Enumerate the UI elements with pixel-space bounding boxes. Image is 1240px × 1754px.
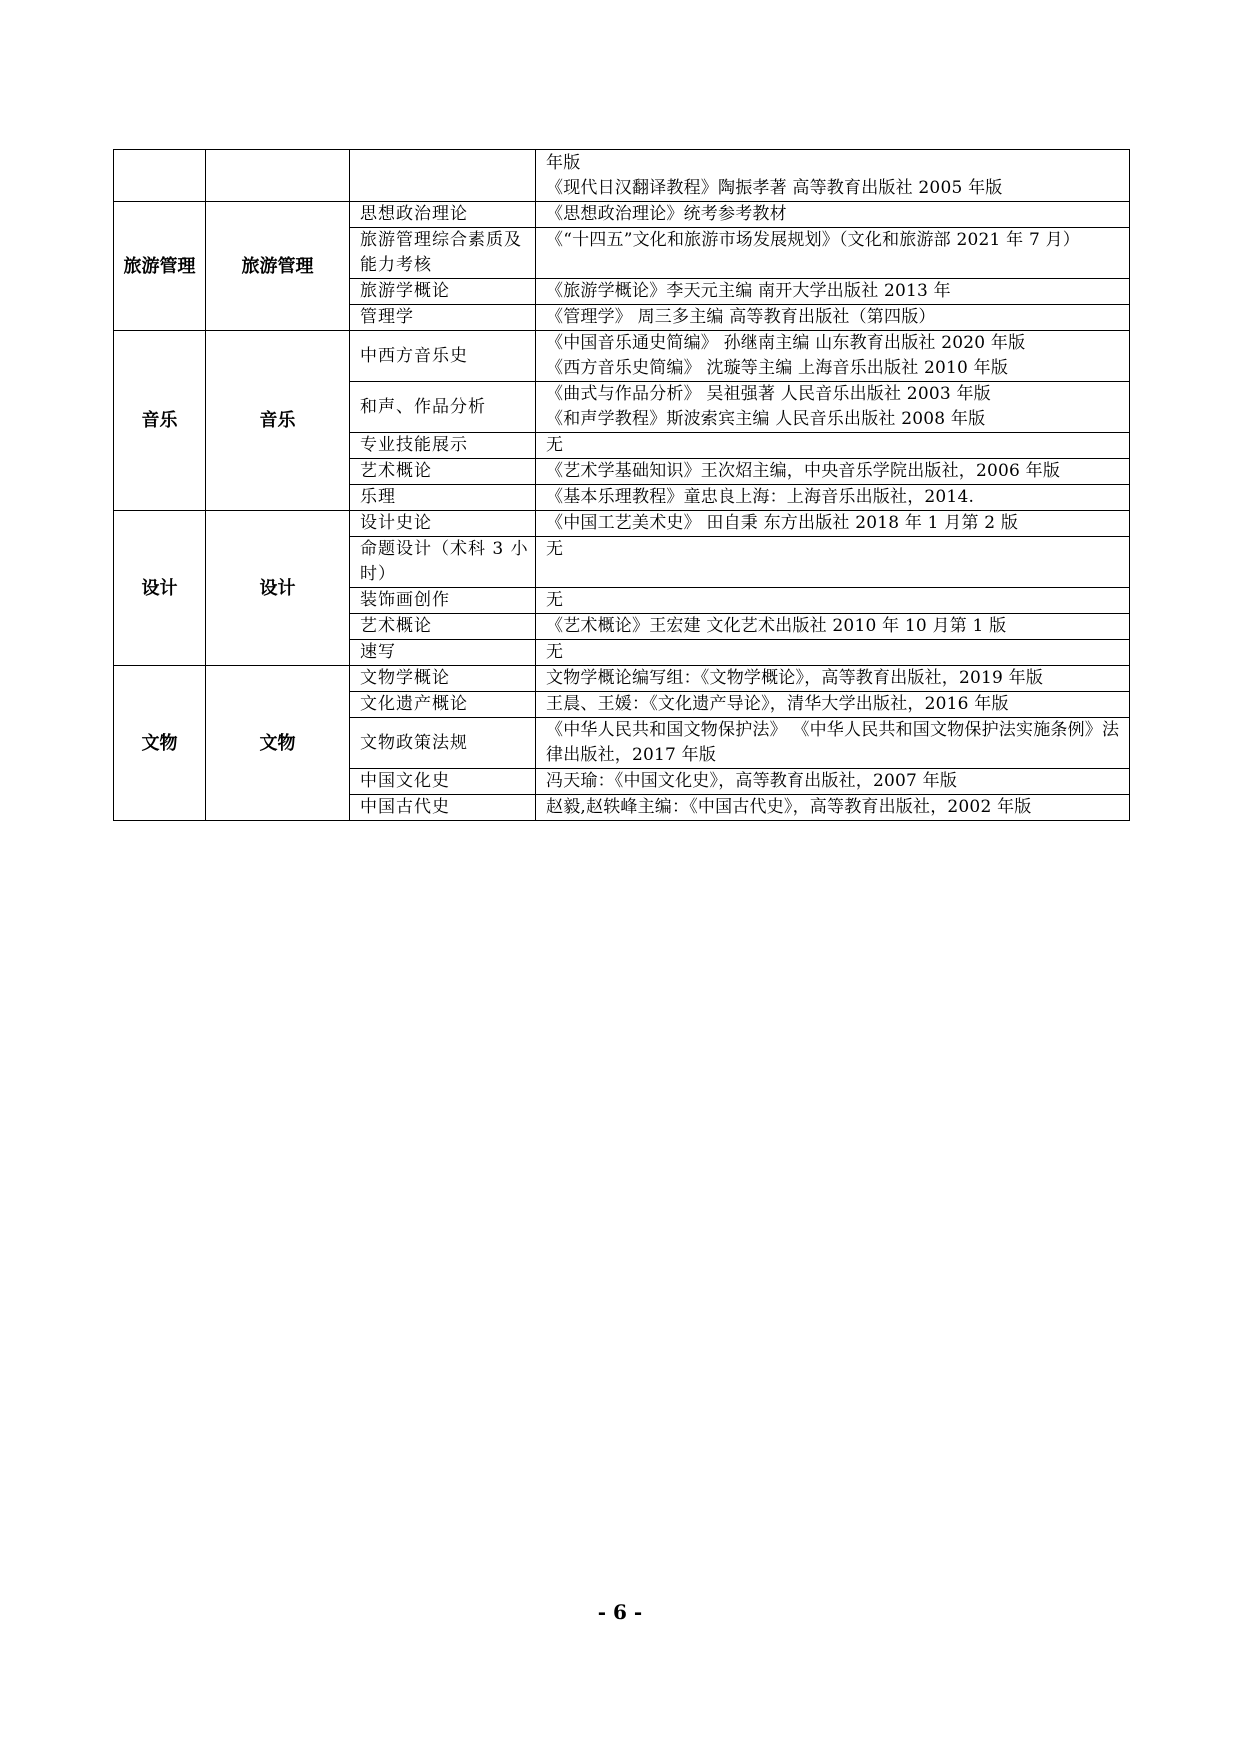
reference-book-cell	[536, 588, 1130, 614]
reference-book-cell	[536, 718, 1130, 769]
reference-book-cell	[536, 150, 1130, 202]
reference-book-cell	[536, 614, 1130, 640]
reference-book-line: 《管理学》 周三多主编 高等教育出版社（第四版）	[546, 307, 936, 327]
exam-reference-table	[113, 149, 1130, 821]
field-cell: 音乐	[206, 331, 350, 511]
field-cell	[206, 150, 350, 202]
reference-book-line: 王晨、王媛：《文化遗产导论》，清华大学出版社，2016 年版	[546, 694, 1009, 714]
major-cell	[114, 150, 206, 202]
major-cell: 设计	[114, 511, 206, 666]
subject-cell: 艺术概论	[350, 459, 536, 485]
reference-book-line: 无	[546, 590, 564, 610]
subject-cell: 管理学	[350, 305, 536, 331]
subject-cell: 旅游学概论	[350, 279, 536, 305]
reference-book-line: 文物学概论编写组：《文物学概论》，高等教育出版社，2019 年版	[546, 668, 1044, 688]
field-cell: 旅游管理	[206, 202, 350, 331]
table-row	[114, 150, 1130, 202]
table-row	[114, 511, 1130, 537]
major-cell: 文物	[114, 666, 206, 821]
reference-book-cell	[536, 769, 1130, 795]
reference-book-cell	[536, 228, 1130, 279]
subject-cell: 旅游管理综合素质及能力考核	[350, 228, 536, 279]
subject-cell: 文物政策法规	[350, 718, 536, 769]
reference-book-cell	[536, 382, 1130, 433]
reference-book-line	[546, 253, 1123, 278]
reference-book-line: 无	[546, 435, 564, 455]
reference-book-cell	[536, 485, 1130, 511]
field-cell: 设计	[206, 511, 350, 666]
reference-book-line: 年版	[546, 152, 581, 173]
reference-book-line	[546, 562, 1123, 587]
subject-cell: 乐理	[350, 485, 536, 511]
subject-cell: 中国文化史	[350, 769, 536, 795]
reference-book-line: 《中国工艺美术史》 田自秉 东方出版社 2018 年 1 月第 2 版	[546, 513, 1019, 533]
subject-cell: 和声、作品分析	[350, 382, 536, 433]
table-row	[114, 202, 1130, 228]
reference-book-line: 《旅游学概论》李天元主编 南开大学出版社 2013 年	[546, 281, 951, 301]
reference-book-line: 《思想政治理论》统考参考教材	[546, 204, 787, 224]
subject-cell: 速写	[350, 640, 536, 666]
table-row	[114, 331, 1130, 382]
reference-book-line: 《现代日汉翻译教程》陶振孝著 高等教育出版社 2005 年版	[546, 177, 1003, 198]
subject-cell: 专业技能展示	[350, 433, 536, 459]
reference-book-line: 《和声学教程》斯波索宾主编 人民音乐出版社 2008 年版	[546, 409, 986, 429]
reference-book-cell	[536, 537, 1130, 588]
reference-book-line: 无	[546, 642, 564, 662]
reference-book-line: 《中国音乐通史简编》 孙继南主编 山东教育出版社 2020 年版	[546, 333, 1026, 353]
field-cell: 文物	[206, 666, 350, 821]
reference-book-cell	[536, 511, 1130, 537]
reference-book-cell	[536, 433, 1130, 459]
subject-cell: 中西方音乐史	[350, 331, 536, 382]
reference-book-line: 《“十四五”文化和旅游市场发展规划》（文化和旅游部 2021 年 7 月）	[546, 230, 1080, 250]
reference-book-cell	[536, 305, 1130, 331]
subject-cell: 装饰画创作	[350, 588, 536, 614]
reference-book-cell	[536, 279, 1130, 305]
major-cell: 旅游管理	[114, 202, 206, 331]
reference-book-cell	[536, 459, 1130, 485]
reference-book-cell	[536, 666, 1130, 692]
subject-cell: 文化遗产概论	[350, 692, 536, 718]
subject-cell: 命题设计（术科 3 小时）	[350, 537, 536, 588]
page-number: - 6 -	[597, 1600, 643, 1624]
reference-book-cell	[536, 640, 1130, 666]
reference-book-line: 赵毅,赵轶峰主编：《中国古代史》，高等教育出版社，2002 年版	[546, 797, 1032, 817]
reference-book-line: 《曲式与作品分析》 吴祖强著 人民音乐出版社 2003 年版	[546, 384, 991, 404]
reference-book-line: 《艺术学基础知识》王次炤主编，中央音乐学院出版社，2006 年版	[546, 461, 1061, 481]
reference-book-line: 无	[546, 539, 564, 559]
subject-cell: 艺术概论	[350, 614, 536, 640]
reference-book-line: 冯天瑜：《中国文化史》，高等教育出版社，2007 年版	[546, 771, 958, 791]
reference-book-cell	[536, 692, 1130, 718]
subject-cell	[350, 150, 536, 202]
subject-cell: 中国古代史	[350, 795, 536, 821]
reference-book-line: 《艺术概论》王宏建 文化艺术出版社 2010 年 10 月第 1 版	[546, 616, 1007, 636]
reference-book-line: 《中华人民共和国文物保护法》 《中华人民共和国文物保护法实施条例》法律出版社，2017 年版	[546, 720, 1120, 765]
subject-cell: 思想政治理论	[350, 202, 536, 228]
subject-cell: 文物学概论	[350, 666, 536, 692]
major-cell: 音乐	[114, 331, 206, 511]
reference-book-line: 《西方音乐史简编》 沈璇等主编 上海音乐出版社 2010 年版	[546, 358, 1009, 378]
reference-book-cell	[536, 795, 1130, 821]
subject-cell: 设计史论	[350, 511, 536, 537]
reference-book-cell	[536, 202, 1130, 228]
reference-book-line: 《基本乐理教程》童忠良上海：上海音乐出版社，2014.	[546, 487, 975, 507]
exam-table-body	[114, 150, 1130, 821]
table-row	[114, 666, 1130, 692]
reference-book-cell	[536, 331, 1130, 382]
